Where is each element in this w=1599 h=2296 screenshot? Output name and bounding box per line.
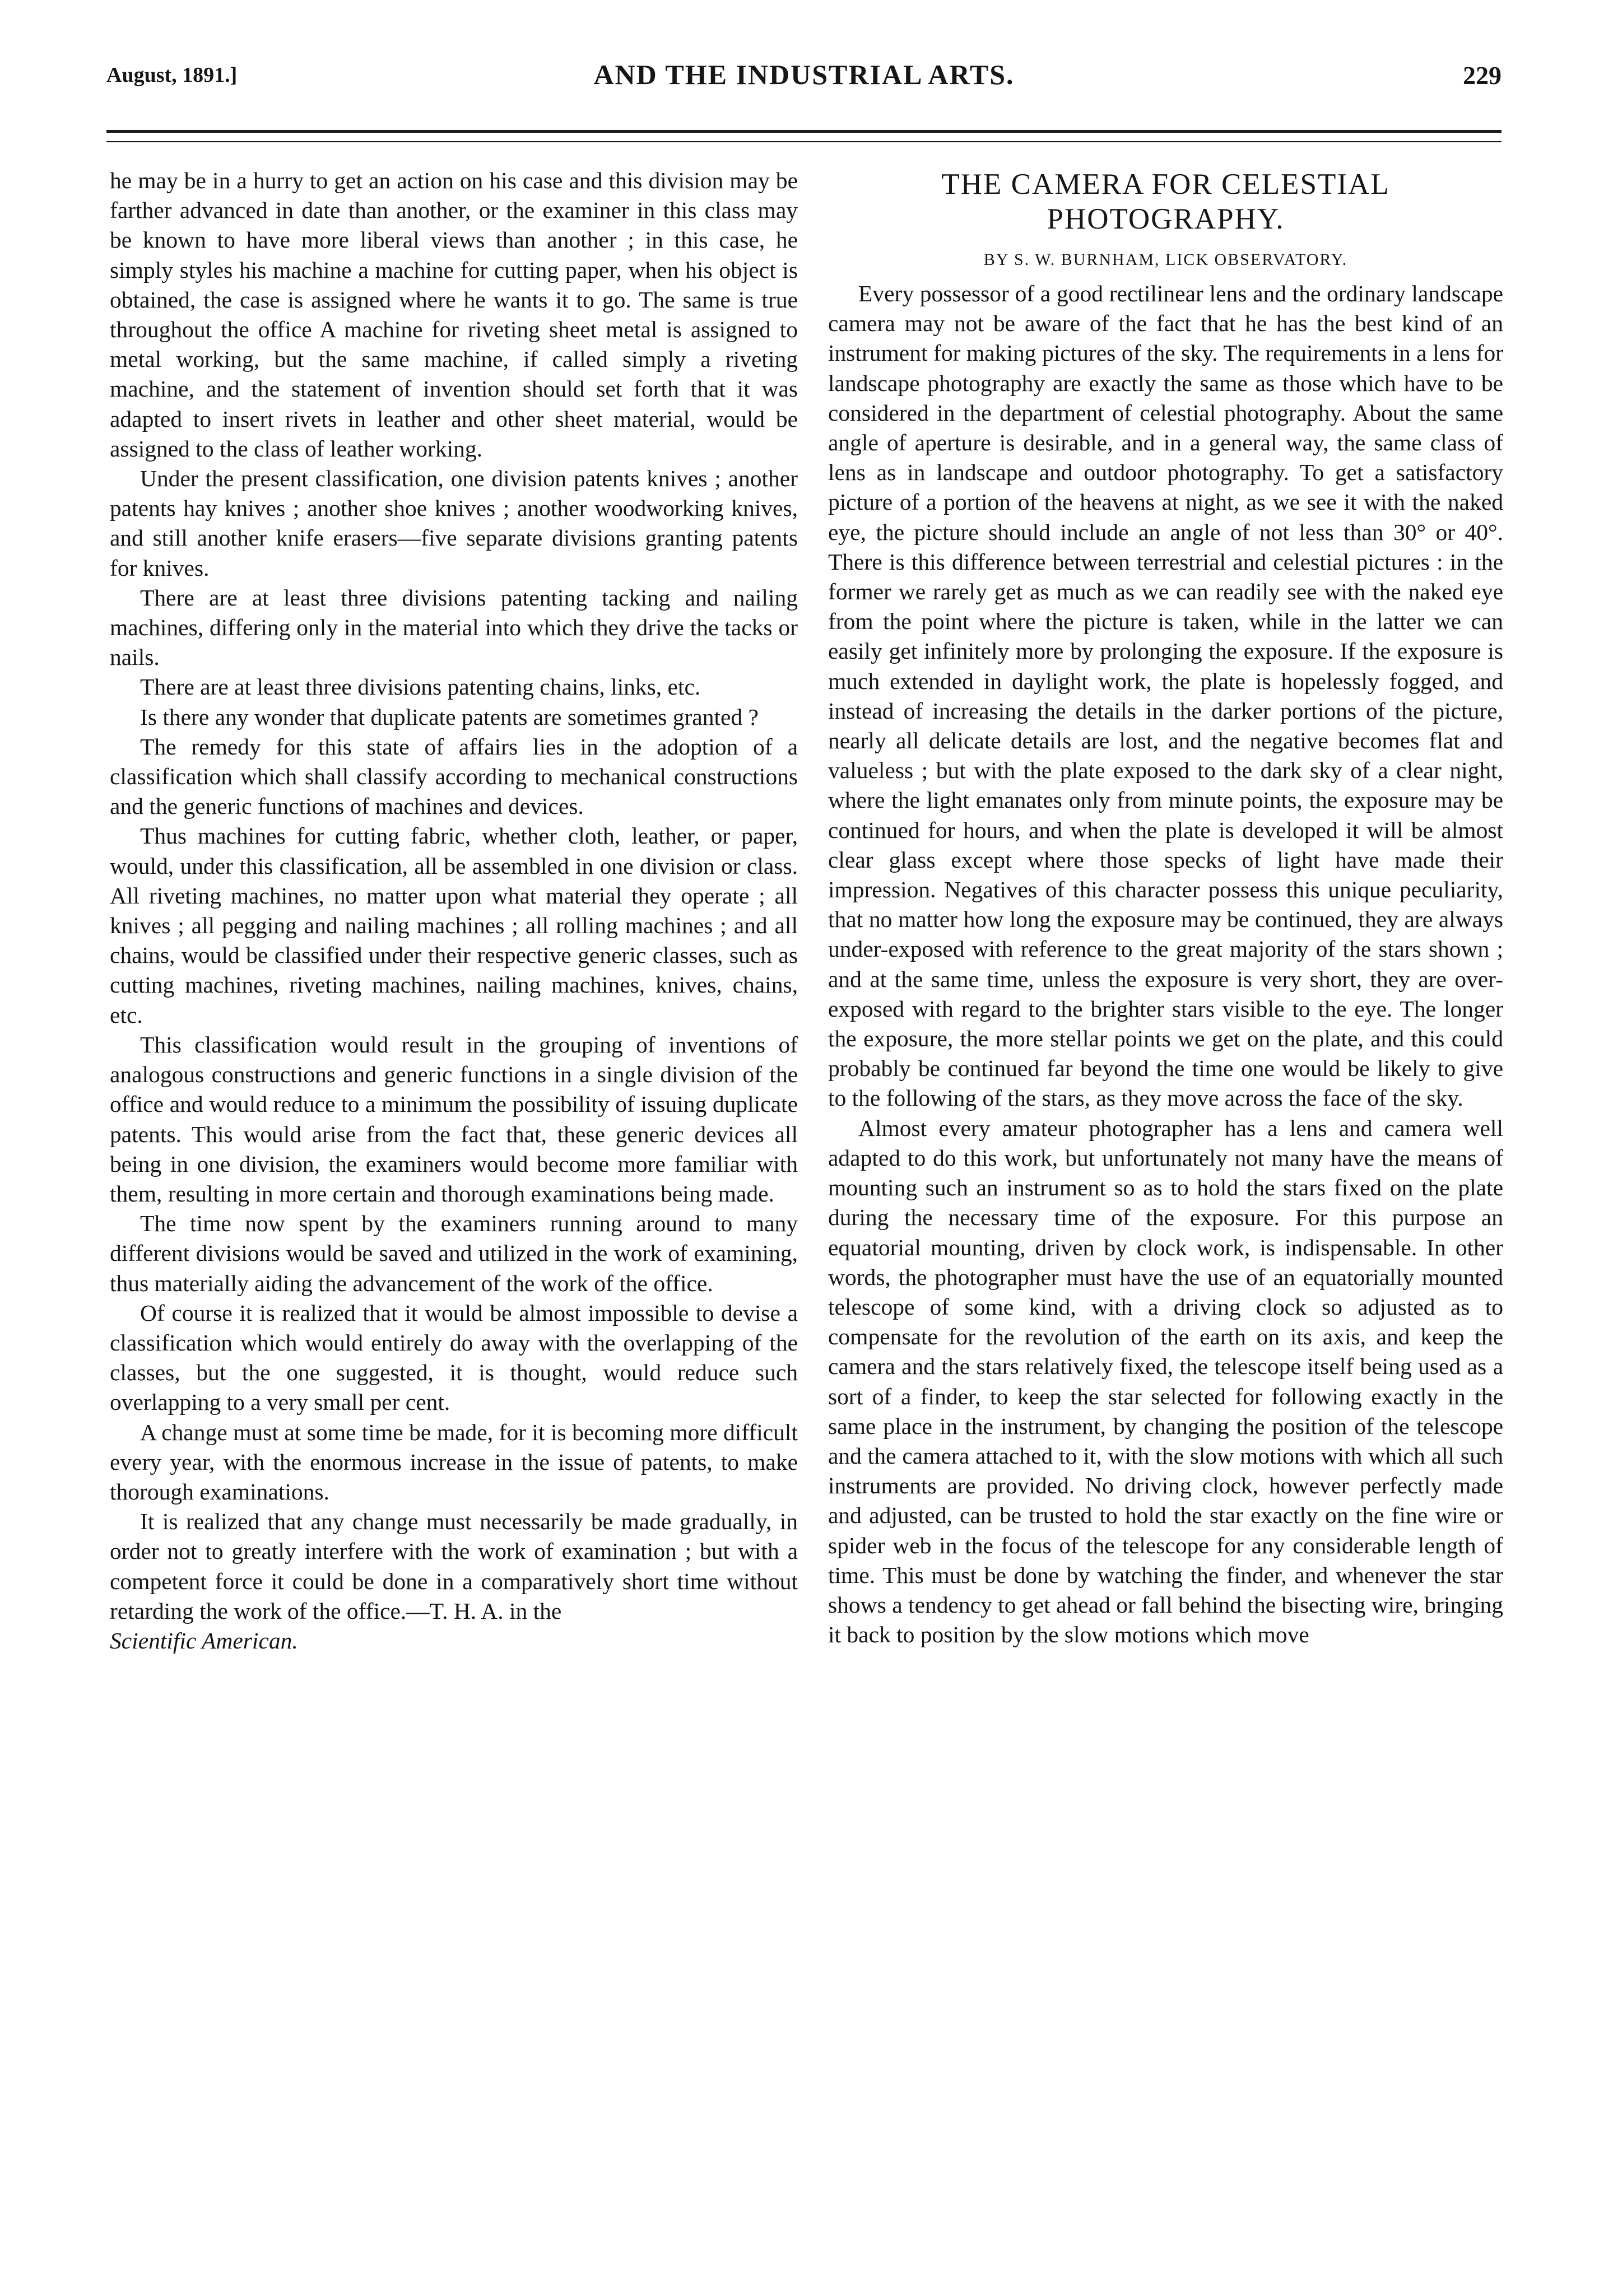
paragraph: Thus machines for cutting fabric, whether cloth, leather, or paper, would, under this classification, all be assembled in one division or class. All riveting machines, no matter upon what material they operate ; all knives ; all pegging and nailing machines ; all rolling machines ; and all chains, would be classified under their respective generic classes, such as cutting machines, riveting machines, nailing machines, knives, chains, etc. bbox=[110, 823, 798, 1028]
header-rule-thin bbox=[106, 141, 1502, 142]
running-title: AND THE INDUSTRIAL ARTS. bbox=[593, 59, 1015, 90]
paragraph: It is realized that any change must necessarily be made gradually, in order not to greatly interfere with the work of examination ; but with a competent force it could be done in a comparatively short time without retarding the work of the office.—T. H. A. in the bbox=[110, 1508, 798, 1624]
paragraph: Almost every amateur photographer has a lens and camera well adapted to do this work, but unfortunately not many have the means of mounting such an instrument so as to hold the stars fixed on the plate during the necessary time of the exposure. For this purpose an equatorial mounting, driven by clock work, is indispensable. In other words, the photographer must have the use of an equatorially mounted telescope of some kind, with a driving clock so adjusted as to compensate for the revolution of the earth on its axis, and keep the camera and the stars relatively fixed, the telescope itself being used as a sort of a finder, to keep the star selected for following exactly in the same place in the instrument, by changing the position of the telescope and the camera attached to it, with the slow motions with which all such instruments are provided. No driving clock, however perfectly made and adjusted, can be trusted to hold the star exactly on the fine wire or spider web in the focus of the telescope for any considerable length of time. This must be done by watching the finder, and whenever the star shows a tendency to get ahead or fall behind the bisecting wire, bringing it back to position by the slow motions which move bbox=[828, 1115, 1503, 1648]
left-column bbox=[110, 166, 798, 1656]
right-column bbox=[828, 166, 1503, 1650]
article-byline: BY S. W. BURNHAM, LICK OBSERVATORY. bbox=[983, 250, 1348, 269]
paragraph: This classification would result in the grouping of inventions of analogous constructions and generic functions in a single division of the office and would reduce to a minimum the possibility of issuing duplicate patents. This would arise from the fact that, these generic devices all being in one division, the examiners would become more familiar with them, resulting in more certain and thorough examinations being made. bbox=[110, 1031, 798, 1207]
page-header bbox=[106, 59, 1502, 102]
paragraph: The remedy for this state of affairs lies in the adoption of a classification which shall classify according to mechanical constructions and the generic functions of machines and devices. bbox=[110, 733, 798, 819]
page-number: 229 bbox=[1463, 61, 1502, 90]
article-title: THE CAMERA FOR CELESTIAL PHOTOGRAPHY. bbox=[941, 168, 1390, 235]
paragraph: There are at least three divisions patenting chains, links, etc. bbox=[140, 674, 701, 700]
source-citation: Scientific American. bbox=[110, 1627, 298, 1654]
paragraph: Every possessor of a good rectilinear lens and the ordinary landscape camera may not be aware of the fact that he has the best kind of an instrument for making pictures of the sky. The requirements in a lens for landscape photography are exactly the same as those which have to be considered in the department of celestial photography. About the same angle of aperture is desirable, and in a general way, the same class of lens as in landscape and outdoor photography. To get a satisfactory picture of a portion of the heavens at night, as we see it with the naked eye, the picture should include an angle of not less than 30° or 40°. There is this difference between terrestrial and celestial pictures : in the former we rarely get as much as we can readily see with the naked eye from the point where the picture is taken, while in the latter we can easily get infinitely more by prolonging the exposure. If the exposure is much extended in daylight work, the plate is hopelessly fogged, and instead of increasing the details in the darker portions of the picture, nearly all delicate details are lost, and the negative becomes flat and valueless ; but with the plate exposed to the dark sky of a clear night, where the light emanates only from minute points, the exposure may be continued for hours, and when the plate is developed it will be almost clear glass except where those specks of light have made their impression. Negatives of this character possess this unique peculiarity, that no matter how long the exposure may be continued, they are always under-exposed with reference to the great majority of the stars shown ; and at the same time, unless the exposure is very short, they are over-exposed with regard to the brighter stars visible to the eye. The longer the exposure, the more stellar points we get on the plate, and this could probably be continued far beyond the time one would be likely to give to the following of the stars, as they move across the face of the sky. bbox=[828, 281, 1503, 1111]
header-rule-thick bbox=[106, 130, 1502, 133]
issue-date: August, 1891.] bbox=[106, 63, 238, 87]
paragraph: A change must at some time be made, for it is becoming more difficult every year, with the enormous increase in the issue of patents, to make thorough examinations. bbox=[110, 1419, 798, 1505]
paragraph: he may be in a hurry to get an action on his case and this division may be farther advanced in date than another, or the examiner in this class may be known to have more liberal views than another ; in this case, he simply styles his machine a machine for cutting paper, when his object is obtained, the case is assigned where he wants it to go. The same is true throughout the office A machine for riveting sheet metal is assigned to metal working, but the same machine, if called simply a riveting machine, and the statement of invention should set forth that it was adapted to insert rivets in leather and other sheet material, would be assigned to the class of leather working. bbox=[110, 167, 798, 462]
paragraph: Is there any wonder that duplicate patents are sometimes granted ? bbox=[140, 704, 759, 730]
paragraph: Of course it is realized that it would be almost impossible to devise a classification which would entirely do away with the overlapping of the classes, but the one suggested, it is thought, would reduce such overlapping to a very small per cent. bbox=[110, 1300, 798, 1415]
paragraph: The time now spent by the examiners running around to many different divisions would be saved and utilized in the work of examining, thus materially aiding the advancement of the work of the office. bbox=[110, 1210, 798, 1296]
paragraph: Under the present classification, one division patents knives ; another patents hay knives ; another shoe knives ; another woodworking knives, and still another knife erasers—five separate divisions granting patents for knives. bbox=[110, 465, 798, 581]
paragraph: There are at least three divisions patenting tacking and nailing machines, differing only in the material into which they drive the tacks or nails. bbox=[110, 584, 798, 670]
